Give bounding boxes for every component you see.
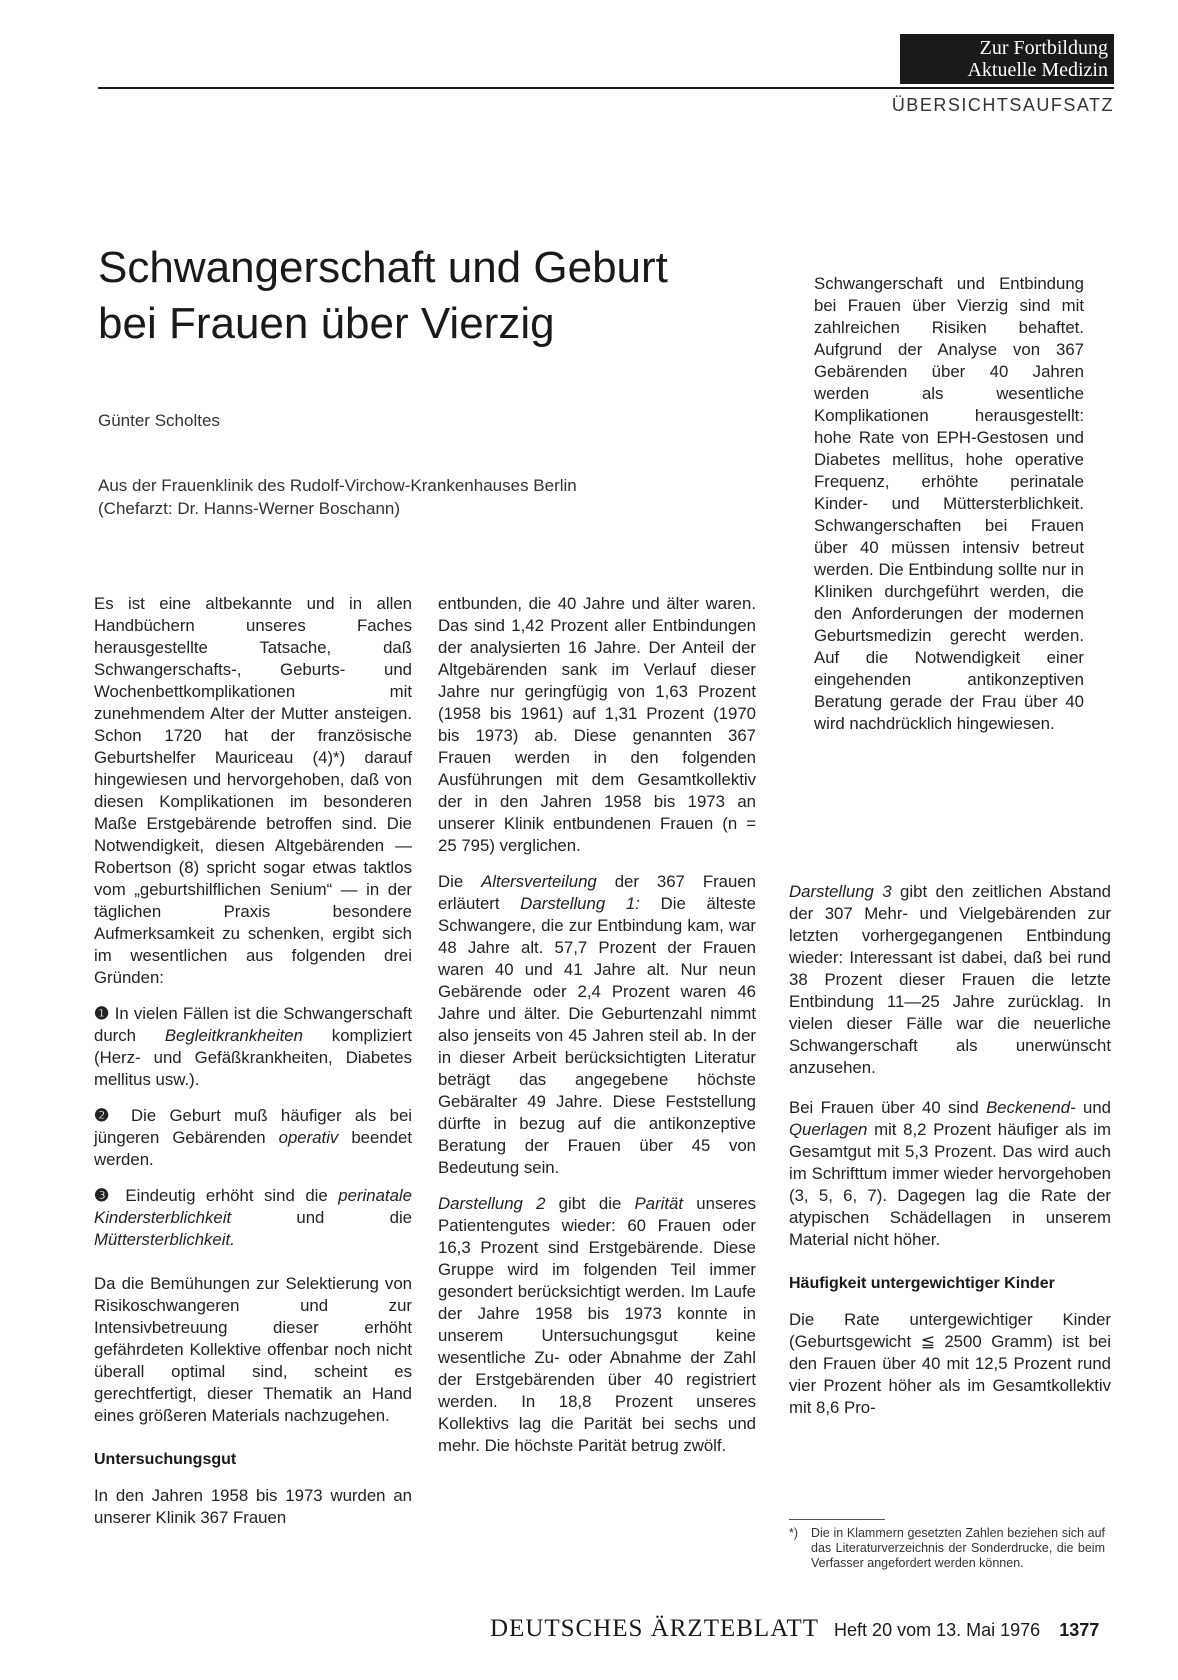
- parity-text-b: unseres Patientengutes wieder: 60 Frauen oder 16,3 Prozent sind Erstgebärende. Diese Gruppe wird im folgenden Teil immer gesondert berücksichtigt werden. Im Laufe der Jahre 1958 bis 1973 konnte in unserem Untersuchungsgut keine wesentliche Zu- oder Abnahme der Zahl der Erstgebärenden über 40 registriert werden. In 18,8 Prozent unseres Kollektivs lag die Parität bei sechs und mehr. Die höchste Parität betrug zwölf.: [438, 1194, 756, 1455]
- column-1: [94, 593, 412, 1543]
- number-3-icon: ❸: [94, 1186, 115, 1205]
- parity-text-a: gibt die: [545, 1194, 635, 1213]
- issue-info: Heft 20 vom 13. Mai 1976: [834, 1620, 1041, 1640]
- column-2: [438, 593, 756, 1471]
- interval-emphasis: Darstellung 3: [789, 882, 892, 901]
- reason-3: [94, 1185, 412, 1251]
- footnote: [789, 1526, 1105, 1571]
- underweight-paragraph: Die Rate untergewichtiger Kinder (Geburtsgewicht ≦ 2500 Gramm) ist bei den Frauen über 40 mit 12,5 Prozent rund vier Prozent höher als im Gesamtkollektiv mit 8,6 Pro-: [789, 1310, 1111, 1417]
- column-3: [789, 881, 1111, 1433]
- rubric-box: [900, 34, 1114, 84]
- section-label: ÜBERSICHTSAUFSATZ: [891, 95, 1114, 115]
- reason-2-text-a: Die Geburt muß häufiger als bei jüngeren Gebärenden: [94, 1106, 412, 1147]
- parity-paragraph: [438, 1193, 756, 1457]
- age-text-c: Die älteste Schwangere, die zur Entbindung kam, war 48 Jahre alt. 57,7 Prozent der Frauen waren 40 und 41 Jahre alt. Nur neun Gebärende oder 2,4 Prozent waren 46 Jahre und älter. Die Geburtenzahl nimmt also jenseits von 45 Jahren steil ab. In der in dieser Arbeit berücksichtigten Literatur beträgt das angegebene höchste Gebäralter 49 Jahre. Diese Feststellung dürfte in bezug auf die antikonzeptive Beratung der Frauen über 45 von Bedeutung sein.: [438, 894, 756, 1177]
- parity-emphasis-1: Darstellung 2: [438, 1194, 546, 1213]
- presentation-text-a: Bei Frauen über 40 sind: [789, 1098, 987, 1117]
- interval-text: gibt den zeitlichen Abstand der 307 Mehr- und Vielgebärenden zur letzten vorhergegangenen Entbindung wieder: Interessant ist dabei, daß bei rund 38 Prozent dieser Frauen die letzte Entbindung 11—25 Jahre zurücklag. In vielen dieser Fälle war die neuerliche Schwangerschaft als unerwünscht anzusehen.: [789, 882, 1111, 1077]
- title-line-2: bei Frauen über Vierzig: [98, 299, 555, 348]
- reason-3-text-a: Eindeutig erhöht sind die: [114, 1186, 339, 1205]
- header-rule: [98, 87, 1114, 89]
- motivation-paragraph: Da die Bemühungen zur Selektierung von Risikoschwangeren und zur Intensivbetreuung dieser erhöht gefährdeten Kollektive offenbar noch nicht überall optimal sind, scheint es gerechtfertigt, dieser Thematik an Hand eines größeren Materials nachzugehen.: [94, 1274, 412, 1425]
- reason-1: [94, 1003, 412, 1091]
- presentation-text-c: mit 8,2 Prozent häufiger als im Gesamtgut mit 5,3 Prozent. Das wird auch im Schrifttum immer wieder hervorgehoben (3, 5, 6, 7). Dagegen lag die Rate der atypischen Schädellagen in unserem Material nicht höher.: [789, 1120, 1111, 1249]
- age-distribution-paragraph: [438, 871, 756, 1179]
- age-text-b: der 367 Frauen erläutert: [438, 872, 756, 913]
- presentation-paragraph: [789, 1097, 1111, 1251]
- title-line-1: Schwangerschaft und Geburt: [98, 243, 668, 292]
- affiliation-line-2: (Chefarzt: Dr. Hanns-Werner Boschann): [98, 499, 401, 518]
- reason-1-text-a: In vielen Fällen ist die Schwangerschaft durch: [94, 1004, 412, 1045]
- reason-3-emphasis-2: Müttersterblichkeit.: [94, 1230, 235, 1249]
- reason-3-emphasis-1: perinatale Kindersterblichkeit: [94, 1186, 412, 1227]
- births-paragraph: entbunden, die 40 Jahre und älter waren. Das sind 1,42 Prozent aller Entbindungen der analysierten 16 Jahre. Der Anteil der Altgebärenden sank im Verlauf dieser Jahre nur geringfügig von 1,63 Prozent (1958 bis 1961) auf 1,31 Prozent (1970 bis 1973) ab. Diese genannten 367 Frauen werden in den folgenden Ausführungen mit dem Gesamtkollektiv der in den Jahren 1958 bis 1973 an unserer Klinik entbundenen Frauen (n = 25 795) verglichen.: [438, 594, 756, 855]
- presentation-emphasis-1: Beckenend-: [986, 1098, 1076, 1117]
- age-emphasis-1: Altersverteilung: [481, 872, 597, 891]
- page-footer: [490, 1615, 1104, 1643]
- affiliation-line-1: Aus der Frauenklinik des Rudolf-Virchow-Krankenhauses Berlin: [98, 476, 577, 495]
- reason-2-emphasis: operativ: [278, 1128, 339, 1147]
- reason-1-text-b: kompliziert (Herz- und Gefäßkrankheiten, Diabetes mellitus usw.).: [94, 1026, 413, 1089]
- interval-paragraph: [789, 881, 1111, 1079]
- age-text-a: Die: [438, 872, 482, 891]
- journal-name: DEUTSCHES ÄRZTEBLATT: [490, 1615, 820, 1642]
- age-emphasis-2: Darstellung 1:: [520, 894, 640, 913]
- number-2-icon: ❷: [94, 1106, 118, 1125]
- article-title: [98, 240, 738, 352]
- reason-1-emphasis: Begleitkrankheiten: [164, 1026, 303, 1045]
- heading-untersuchungsgut: Untersuchungsgut: [94, 1451, 237, 1468]
- affiliation: [98, 474, 738, 520]
- page-number: 1377: [1059, 1620, 1100, 1640]
- footnote-rule: [789, 1519, 885, 1520]
- footnote-text: Die in Klammern gesetzten Zahlen beziehen sich auf das Literaturverzeichnis der Sonderdrucke, die beim Verfasser angefordert werden können.: [811, 1526, 1105, 1570]
- reason-2: [94, 1105, 412, 1171]
- intro-paragraph: Es ist eine altbekannte und in allen Handbüchern unseres Faches herausgestellte Tatsache, daß Schwangerschafts-, Geburts- und Wochenbettkomplikationen mit zunehmendem Alter der Mutter ansteigen. Schon 1720 hat der französische Geburtshelfer Mauriceau (4)*) darauf hingewiesen und hervorgehoben, daß von diesen Komplikationen im besonderen Maße Erstgebärende betroffen sind. Die Notwendigkeit, diesen Altgebärenden — Robertson (8) spricht sogar etwas taktlos vom „geburtshilflichen Senium“ — in der täglichen Praxis besondere Aufmerksamkeit zu schenken, ergibt sich im wesentlichen aus folgenden drei Gründen:: [94, 594, 412, 987]
- abstract: Schwangerschaft und Entbindung bei Frauen über Vierzig sind mit zahlreichen Risiken behaftet. Aufgrund der Analyse von 367 Gebärenden über 40 Jahren werden als wesentliche Komplikationen herausgestellt: hohe Rate von EPH-Gestosen und Diabetes mellitus, hohe operative Frequenz, erhöhte perinatale Kinder- und Müttersterblichkeit. Schwangerschaften bei Frauen über 40 müssen intensiv betreut werden. Die Entbindung sollte nur in Kliniken durchgeführt werden, die den Anforderungen der modernen Geburtsmedizin gerecht werden. Auf die Notwendigkeit einer eingehenden antikonzeptiven Beratung gerade der Frau über 40 wird nachdrücklich hingewiesen.: [814, 274, 1084, 733]
- number-1-icon: ❶: [94, 1004, 110, 1023]
- rubric-line-2: Aktuelle Medizin: [967, 59, 1108, 81]
- rubric-line-1: Zur Fortbildung: [979, 37, 1108, 59]
- presentation-emphasis-2: Querlagen: [789, 1120, 868, 1139]
- reason-2-text-b: beendet werden.: [94, 1128, 412, 1169]
- heading-underweight: Häufigkeit untergewichtiger Kinder: [789, 1275, 1055, 1292]
- presentation-text-b: und: [1075, 1098, 1111, 1117]
- footnote-mark: *): [789, 1526, 799, 1540]
- reason-3-text-b: und die: [231, 1208, 412, 1227]
- parity-emphasis-2: Parität: [634, 1194, 684, 1213]
- material-paragraph: In den Jahren 1958 bis 1973 wurden an unserer Klinik 367 Frauen: [94, 1486, 412, 1527]
- author: Günter Scholtes: [98, 411, 220, 430]
